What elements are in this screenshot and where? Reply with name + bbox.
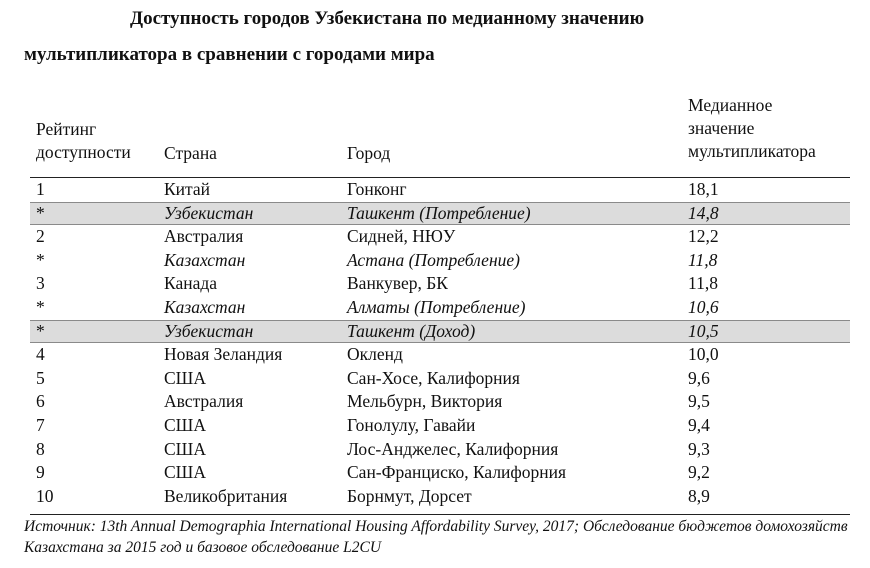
table-row xyxy=(30,296,850,320)
rank-cell: * xyxy=(36,320,45,341)
rank-cell: 1 xyxy=(36,179,45,199)
value-cell: 11,8 xyxy=(688,249,718,270)
table-row xyxy=(30,202,850,226)
country-cell: Австралия xyxy=(164,391,244,412)
country-cell: Казахстан xyxy=(164,249,246,270)
table-title-line-1: Доступность городов Узбекистана по медианному значению xyxy=(130,8,645,29)
table-row xyxy=(30,272,850,296)
value-cell: 9,2 xyxy=(688,462,710,483)
country-cell: Казахстан xyxy=(164,296,246,317)
country-cell: Китай xyxy=(164,179,211,199)
value-cell: 18,1 xyxy=(688,179,719,199)
city-cell: Гонконг xyxy=(347,179,407,199)
header-rank-line-1: Рейтинг xyxy=(36,119,97,139)
city-cell: Ташкент (Доход) xyxy=(347,320,476,341)
source-note: Источник: 13th Annual Demographia International Housing Affordability Survey, 2017; Обследование бюджетов домохозяйств Казахстана за 2015 год и базовое обследование L2CU xyxy=(24,518,848,556)
value-cell: 10,5 xyxy=(688,320,719,341)
city-cell: Борнмут, Дорсет xyxy=(347,485,472,506)
city-cell: Астана (Потребление) xyxy=(347,249,520,270)
city-cell: Алматы (Потребление) xyxy=(347,296,526,317)
value-cell: 14,8 xyxy=(688,202,719,223)
country-cell: США xyxy=(164,367,206,388)
country-cell: США xyxy=(164,414,206,435)
city-cell: Сан-Хосе, Калифорния xyxy=(347,367,520,388)
city-cell: Сидней, НЮУ xyxy=(347,226,456,247)
country-cell: Канада xyxy=(164,273,218,294)
city-cell: Гонолулу, Гавайи xyxy=(347,414,476,435)
table-row xyxy=(30,343,850,367)
table-row xyxy=(30,249,850,273)
rank-cell: 3 xyxy=(36,273,45,294)
table-row xyxy=(30,225,850,249)
city-cell: Ташкент (Потребление) xyxy=(347,202,531,223)
value-cell: 8,9 xyxy=(688,485,710,506)
value-cell: 9,4 xyxy=(688,414,710,435)
header-value-line-3: мультипликатора xyxy=(688,141,816,161)
country-cell: Великобритания xyxy=(164,485,288,506)
value-cell: 9,3 xyxy=(688,438,710,459)
value-cell: 10,0 xyxy=(688,344,719,365)
rank-cell: 5 xyxy=(36,367,45,388)
value-cell: 9,6 xyxy=(688,367,710,388)
country-cell: Узбекистан xyxy=(164,320,254,341)
rank-cell: 4 xyxy=(36,344,45,365)
header-value-line-2: значение xyxy=(688,118,755,138)
city-cell: Мельбурн, Виктория xyxy=(347,391,503,412)
table-row xyxy=(30,461,850,485)
header-value-line-1: Медианное xyxy=(688,95,773,115)
city-cell: Ванкувер, БК xyxy=(347,273,448,294)
value-cell: 9,5 xyxy=(688,391,710,412)
header-city: Город xyxy=(347,143,391,163)
rank-cell: 8 xyxy=(36,438,45,459)
bottom-rule xyxy=(30,514,850,515)
value-cell: 11,8 xyxy=(688,273,718,294)
header-country: Страна xyxy=(164,143,217,163)
table-title-line-2: мультипликатора в сравнении с городами мира xyxy=(24,44,435,65)
rank-cell: 2 xyxy=(36,226,45,247)
rank-cell: 10 xyxy=(36,485,54,506)
header-rank xyxy=(36,118,131,164)
rank-cell: * xyxy=(36,296,45,317)
table-body xyxy=(30,178,850,508)
table-row xyxy=(30,367,850,391)
city-cell: Лос-Анджелес, Калифорния xyxy=(347,438,559,459)
rank-cell: * xyxy=(36,202,45,223)
table-row xyxy=(30,390,850,414)
rank-cell: 7 xyxy=(36,414,45,435)
country-cell: Австралия xyxy=(164,226,244,247)
city-cell: Окленд xyxy=(347,344,403,365)
rank-cell: 6 xyxy=(36,391,45,412)
rank-cell: * xyxy=(36,249,45,270)
table-row xyxy=(30,414,850,438)
country-cell: США xyxy=(164,438,206,459)
table-row xyxy=(30,178,850,202)
table-row xyxy=(30,320,850,344)
table-row xyxy=(30,485,850,509)
value-cell: 10,6 xyxy=(688,296,719,317)
city-cell: Сан-Франциско, Калифорния xyxy=(347,462,567,483)
rank-cell: 9 xyxy=(36,462,45,483)
country-cell: США xyxy=(164,462,206,483)
country-cell: Узбекистан xyxy=(164,202,254,223)
country-cell: Новая Зеландия xyxy=(164,344,283,365)
value-cell: 12,2 xyxy=(688,226,719,247)
header-rank-line-2: доступности xyxy=(36,142,131,162)
header-value xyxy=(688,94,816,163)
table-row xyxy=(30,438,850,462)
